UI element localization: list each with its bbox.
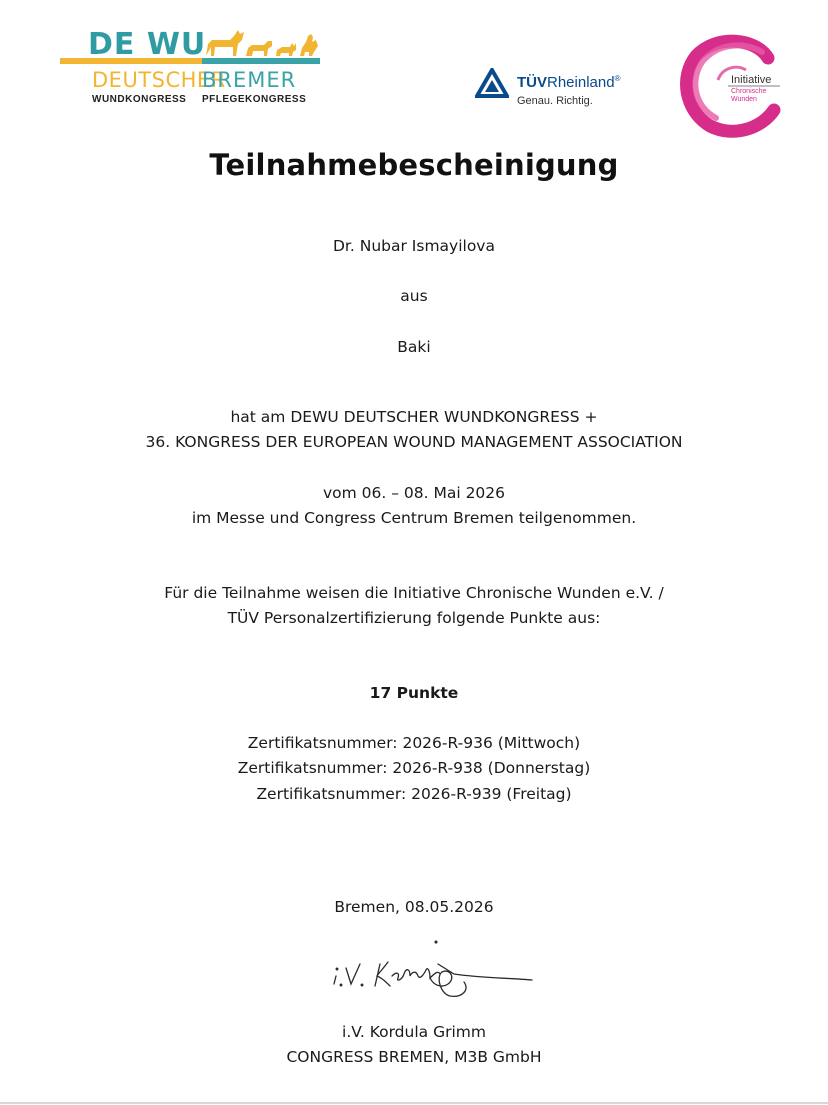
event-line-1: hat am DEWU DEUTSCHER WUNDKONGRESS +: [230, 408, 598, 426]
dewu-logo-pflegekongress: PFLEGEKONGRESS: [202, 94, 307, 105]
event-line-2: 36. KONGRESS DER EUROPEAN WOUND MANAGEMENT ASSOCIATION: [145, 433, 683, 451]
tuv-logo-tagline: Genau. Richtig.: [517, 95, 593, 107]
cert-number-thursday: Zertifikatsnummer: 2026-R-938 (Donnerstag): [237, 759, 591, 777]
points-intro-line-2: TÜV Personalzertifizierung folgende Punkte aus:: [227, 609, 601, 627]
recipient-name: Dr. Nubar Ismayilova: [333, 237, 495, 255]
tuv-triangle-icon: [475, 68, 509, 98]
dewu-logo: [60, 28, 325, 114]
cert-number-friday: Zertifikatsnummer: 2026-R-939 (Freitag): [256, 785, 572, 803]
page-bottom-divider: [0, 1102, 828, 1104]
tuv-logo-brand-b: Rheinland: [547, 74, 615, 91]
tuv-logo-brand-a: TÜV: [517, 74, 547, 91]
icw-logo-subtitle: [731, 88, 766, 104]
initiative-chronische-wunden-logo: [676, 30, 784, 138]
points-total: 17 Punkte: [369, 684, 459, 702]
tuv-rheinland-logo: [475, 66, 655, 116]
event-venue: im Messe und Congress Centrum Bremen teilgenommen.: [191, 509, 637, 527]
signer-name: i.V. Kordula Grimm: [342, 1023, 486, 1041]
certificate-title: Teilnahmebescheinigung: [209, 148, 619, 182]
icw-logo-chronische: Chronische: [731, 88, 767, 95]
place-and-date: Bremen, 08.05.2026: [334, 898, 494, 916]
dewu-logo-title: DE WU: [88, 27, 207, 62]
bremen-town-musicians-icon: [200, 28, 320, 60]
event-date: vom 06. – 08. Mai 2026: [322, 484, 506, 502]
cert-number-wednesday: Zertifikatsnummer: 2026-R-936 (Mittwoch): [247, 734, 581, 752]
points-intro-line-1: Für die Teilnahme weisen die Initiative Chronische Wunden e.V. /: [164, 584, 664, 602]
from-label: aus: [400, 287, 428, 305]
dewu-logo-deutscher: DEUTSCHER: [92, 68, 226, 92]
dewu-logo-wundkongress: WUNDKONGRESS: [92, 94, 187, 105]
icw-logo-wunden: Wunden: [731, 96, 757, 103]
icw-logo-initiative: Initiative: [731, 74, 772, 86]
tuv-logo-name: [517, 74, 620, 91]
recipient-city: Baki: [397, 338, 431, 356]
tuv-logo-registered: ®: [614, 74, 621, 83]
signer-organization: CONGRESS BREMEN, M3B GmbH: [286, 1048, 542, 1066]
handwritten-signature: [330, 938, 540, 1008]
dewu-logo-bremer: BREMER: [202, 68, 297, 92]
